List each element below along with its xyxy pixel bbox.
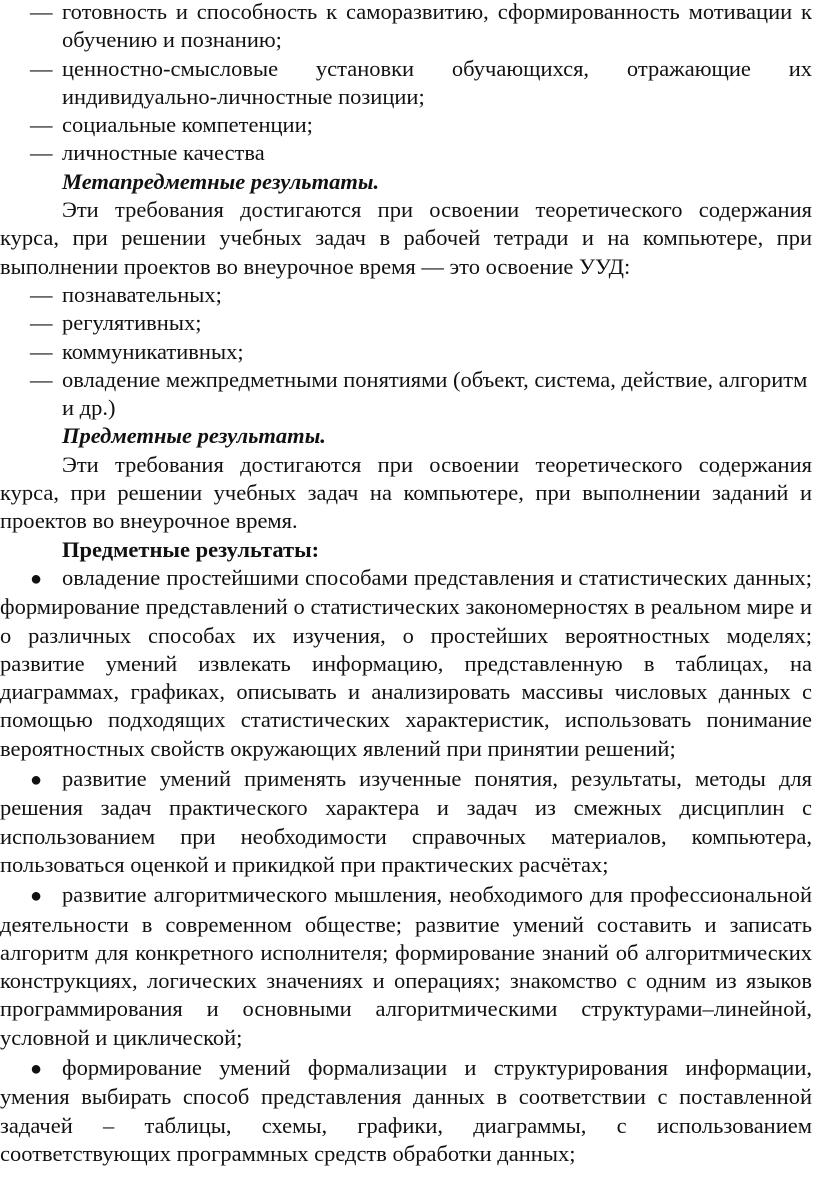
list-item-text: формирование умений формализации и структурирования информации, умения выбирать способ представления данных в соответствии с поставленной задачей – таблицы, схемы, графики, диаграммы, с использованием соответствующих программных средств обработки данных;	[0, 1054, 812, 1166]
bullet-icon: ●	[30, 885, 43, 908]
bullet-icon: ●	[30, 1057, 43, 1080]
list-item-text: овладение простейшими способами представления и статистических данных; формирование представлений о статистических закономерностях в реальном мире и о различных способах их изучения, о простейших вероятностных моделях; развитие умений извлекать информацию, представленную в таблицах, на диаграммах, графиках, описывать и анализировать массивы числовых данных с помощью подходящих статистических характеристик, использовать понимание вероятностных свойств окружающих явлений при принятии решений;	[0, 564, 812, 761]
dash-marker: —	[30, 112, 53, 138]
meta-results-paragraph: Эти требования достигаются при освоении теоретического содержания курса, при решении учебных задач в рабочей тетради и на компьютере, при выполнении проектов во внеурочное время — это освоение УУД:	[0, 197, 812, 279]
dash-marker: —	[30, 55, 53, 81]
list-item	[0, 366, 812, 423]
dash-marker: —	[30, 310, 53, 336]
subject-results-list	[0, 564, 812, 1168]
list-item	[0, 281, 812, 309]
list-item-text: овладение межпредметными понятиями (объект, система, действие, алгоритм и др.)	[62, 366, 808, 421]
list-item	[0, 0, 812, 55]
subject-results-list-heading: Предметные результаты:	[62, 536, 320, 562]
list-item	[0, 881, 812, 1052]
meta-results-heading: Метапредметные результаты.	[62, 168, 380, 194]
subject-results-heading: Предметные результаты.	[62, 423, 326, 449]
meta-results-list	[0, 281, 812, 422]
personal-results-list	[0, 0, 812, 168]
bullet-icon: ●	[30, 769, 43, 792]
dash-marker: —	[30, 0, 53, 24]
list-item-text: коммуникативных;	[62, 338, 244, 364]
subject-results-paragraph: Эти требования достигаются при освоении теоретического содержания курса, при решении учебных задач на компьютере, при выполнении заданий и проектов во внеурочное время.	[0, 451, 812, 534]
list-item-text: готовность и способность к саморазвитию, сформированность мотивации к обучению и познанию;	[62, 0, 812, 53]
dash-marker: —	[30, 366, 53, 392]
list-item	[0, 338, 812, 366]
list-item-text: социальные компетенции;	[62, 112, 313, 138]
list-item-text: познавательных;	[62, 281, 222, 307]
list-item	[0, 564, 812, 763]
list-item-text: развитие алгоритмического мышления, необходимого для профессиональной деятельности в современном обществе; развитие умений составить и записать алгоритм для конкретного исполнителя; формирование знаний об алгоритмических конструкциях, логических значениях и операциях; знакомство с одним из языков программирования и основными алгоритмическими структурами–линейной, условной и циклической;	[0, 882, 812, 1050]
list-item	[0, 1054, 812, 1168]
list-item-text: развитие умений применять изученные понятия, результаты, методы для решения задач практического характера и задач из смежных дисциплин с использованием при необходимости справочных материалов, компьютера, пользоваться оценкой и прикидкой при практических расчётах;	[0, 766, 812, 877]
list-item	[0, 55, 812, 112]
list-item-text: личностные качества	[62, 140, 265, 166]
list-item-text: ценностно-смысловые установки обучающихся, отражающие их индивидуально-личностные позиции;	[62, 55, 812, 109]
list-item	[0, 309, 812, 337]
list-item	[0, 139, 812, 167]
dash-marker: —	[30, 338, 53, 364]
list-item-text: регулятивных;	[62, 310, 202, 336]
bullet-icon: ●	[30, 567, 43, 590]
dash-marker: —	[30, 281, 53, 307]
dash-marker: —	[30, 140, 53, 166]
list-item	[0, 765, 812, 879]
list-item	[0, 111, 812, 139]
